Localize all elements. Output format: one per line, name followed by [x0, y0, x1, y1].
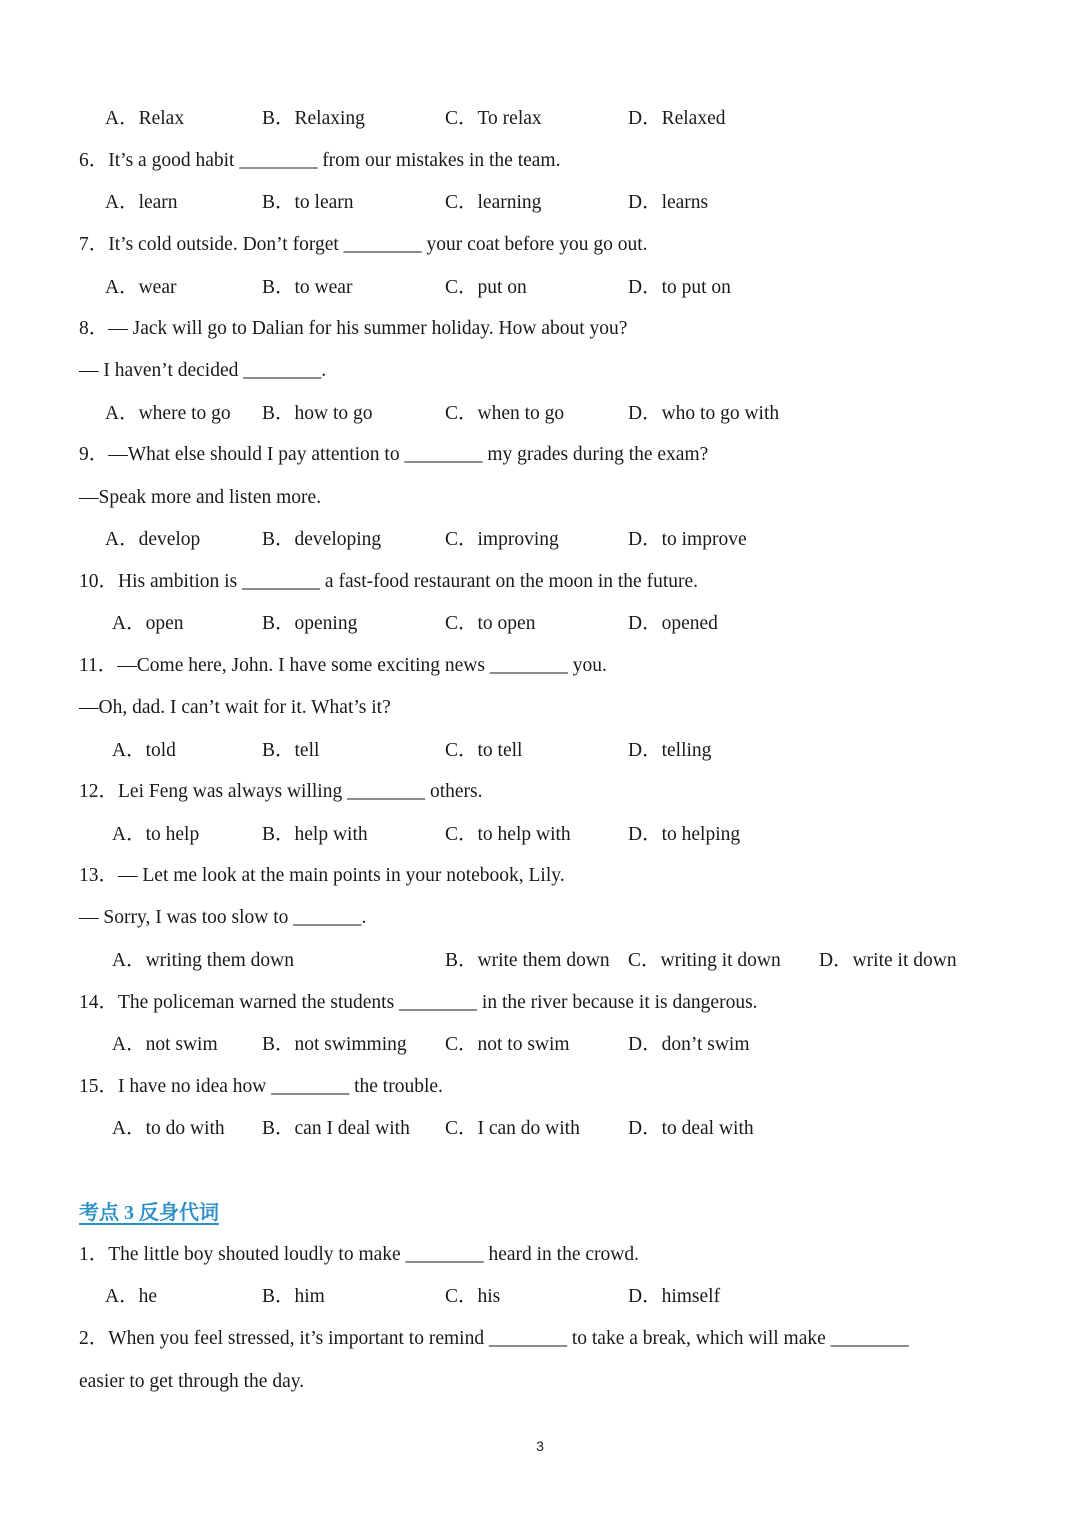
option-a: A．learn — [105, 192, 178, 213]
page-number: 3 — [536, 1438, 544, 1454]
question-options — [0, 1285, 1080, 1309]
option-a: A．to help — [112, 824, 200, 845]
option-b: B．to learn — [262, 192, 354, 213]
option-d: D．to deal with — [628, 1118, 754, 1139]
question-stem: 2．When you feel stressed, it’s important to remind ________ to take a break, which will make ________ — [79, 1328, 909, 1349]
option-b: B．not swimming — [262, 1034, 407, 1055]
question-stem: 7．It’s cold outside. Don’t forget ________ your coat before you go out. — [79, 234, 648, 255]
question-stem: 10．His ambition is ________ a fast-food restaurant on the moon in the future. — [79, 571, 699, 592]
option-d: D．Relaxed — [628, 108, 726, 129]
option-c: C．To relax — [445, 108, 542, 129]
option-b: B．Relaxing — [262, 108, 365, 129]
option-d: D．telling — [628, 740, 712, 761]
option-c: C．to open — [445, 613, 536, 634]
option-b: B．how to go — [262, 403, 373, 424]
option-c: C．when to go — [445, 403, 565, 424]
option-a: A．open — [112, 613, 184, 634]
option-c: C．I can do with — [445, 1118, 580, 1139]
option-c: C．improving — [445, 529, 559, 550]
question-stem-line2: —Speak more and listen more. — [79, 487, 322, 508]
option-c: C．not to swim — [445, 1034, 570, 1055]
option-d: D．himself — [628, 1286, 721, 1307]
option-b: B．help with — [262, 824, 368, 845]
section-heading: 考点 3 反身代词 — [79, 1202, 219, 1224]
option-b: B．to wear — [262, 277, 353, 298]
question-options — [0, 1033, 1080, 1057]
option-a: A．he — [105, 1286, 157, 1307]
option-a: A．to do with — [112, 1118, 225, 1139]
question-options — [0, 1117, 1080, 1141]
option-b: B．opening — [262, 613, 358, 634]
question-options — [0, 739, 1080, 763]
option-b: B．developing — [262, 529, 382, 550]
option-c: C．learning — [445, 192, 542, 213]
question-options — [0, 402, 1080, 426]
question-stem-line2: —Oh, dad. I can’t wait for it. What’s it? — [79, 697, 391, 718]
option-c: C．his — [445, 1286, 501, 1307]
question-stem: 8．— Jack will go to Dalian for his summer holiday. How about you? — [79, 318, 628, 339]
question-options — [0, 528, 1080, 552]
question-stem: 9．—What else should I pay attention to ________ my grades during the exam? — [79, 444, 709, 465]
option-a: A．writing them down — [112, 950, 294, 971]
question-stem: 11．—Come here, John. I have some exciting news ________ you. — [79, 655, 607, 676]
option-a: A．wear — [105, 277, 177, 298]
option-a: A．not swim — [112, 1034, 218, 1055]
option-b: B．tell — [262, 740, 320, 761]
option-d: D．don’t swim — [628, 1034, 750, 1055]
option-b: B．him — [262, 1286, 325, 1307]
option-d: D．to improve — [628, 529, 747, 550]
q5-options — [0, 107, 1080, 131]
question-stem: 1．The little boy shouted loudly to make ________ heard in the crowd. — [79, 1244, 639, 1265]
option-d: D．write it down — [819, 950, 957, 971]
question-options — [0, 191, 1080, 215]
option-c: C．put on — [445, 277, 527, 298]
question-options — [0, 276, 1080, 300]
question-stem: 14．The policeman warned the students ________ in the river because it is dangerous. — [79, 992, 758, 1013]
question-stem-line2: — I haven’t decided ________. — [79, 360, 327, 381]
option-d: D．who to go with — [628, 403, 780, 424]
question-stem: 15．I have no idea how ________ the trouble. — [79, 1076, 443, 1097]
option-c: C．to tell — [445, 740, 523, 761]
option-c: C．writing it down — [628, 950, 781, 971]
option-d: D．to helping — [628, 824, 741, 845]
question-stem: 6．It’s a good habit ________ from our mistakes in the team. — [79, 150, 561, 171]
option-d: D．to put on — [628, 277, 731, 298]
option-d: D．opened — [628, 613, 718, 634]
question-stem-line2: easier to get through the day. — [79, 1371, 305, 1392]
option-b: B．write them down — [445, 950, 610, 971]
question-options — [0, 823, 1080, 847]
option-c: C．to help with — [445, 824, 571, 845]
question-stem: 13．— Let me look at the main points in your notebook, Lily. — [79, 865, 565, 886]
question-options — [0, 612, 1080, 636]
question-stem: 12．Lei Feng was always willing ________ others. — [79, 781, 483, 802]
option-b: B．can I deal with — [262, 1118, 410, 1139]
option-a: A．where to go — [105, 403, 231, 424]
option-a: A．Relax — [105, 108, 185, 129]
option-a: A．develop — [105, 529, 201, 550]
option-d: D．learns — [628, 192, 709, 213]
option-a: A．told — [112, 740, 176, 761]
question-stem-line2: — Sorry, I was too slow to _______. — [79, 907, 367, 928]
question-options — [0, 949, 1080, 973]
